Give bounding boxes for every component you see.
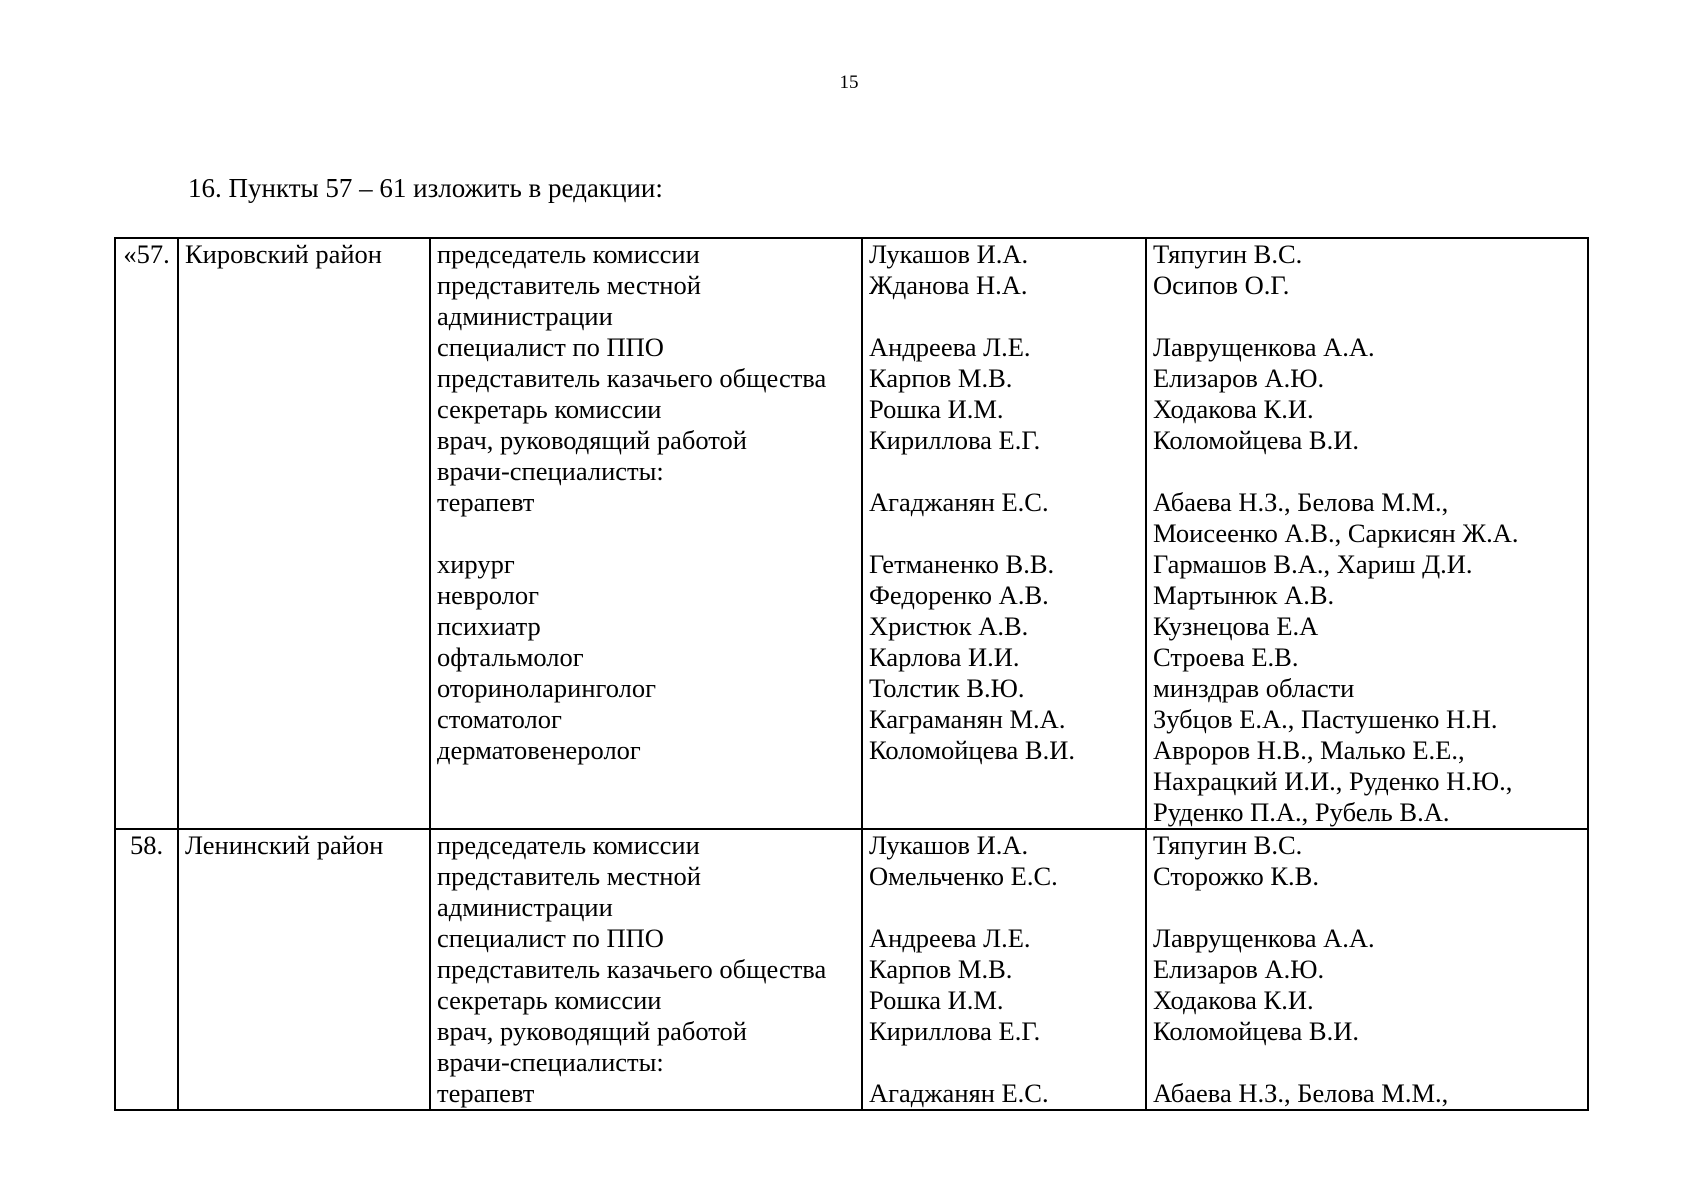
main-member-line: Лукашов И.А. [869,830,1029,860]
role-line: председатель комиссии [437,239,700,269]
reserve-cell [1146,238,1588,829]
reserve-member-line: Лаврущенкова А.А. [1153,923,1375,953]
main-member-line [869,1047,1139,1078]
reserve-member-line: Зубцов Е.А., Пастушенко Н.Н. [1153,704,1498,734]
main-member-line: Федоренко А.В. [869,580,1049,610]
main-member-line: Каграманян М.А. [869,704,1066,734]
reserve-member-line: Ходакова К.И. [1153,985,1314,1015]
roles-cell [430,829,862,1110]
district-name: Ленинский район [178,829,430,1110]
main-cell [862,829,1146,1110]
role-line: хирург [437,549,515,579]
role-line: врач, руководящий работой [437,425,747,455]
role-line: представитель казачьего общества [437,363,827,393]
reserve-member-line: минздрав области [1153,673,1355,703]
reserve-member-line: Авроров Н.В., Малько Е.Е., [1153,735,1465,765]
main-member-line: Жданова Н.А. [869,270,1028,300]
item-number: 58. [115,829,178,1110]
role-line: администрации [437,301,613,331]
main-member-line: Андреева Л.Е. [869,923,1031,953]
reserve-member-line: Моисеенко А.В., Саркисян Ж.А. [1153,518,1519,548]
table-row [115,829,1588,1110]
role-line: представитель казачьего общества [437,954,827,984]
role-line: специалист по ППО [437,332,664,362]
role-line: дерматовенеролог [437,735,641,765]
role-line [437,518,855,549]
role-line: секретарь комиссии [437,394,662,424]
role-line: терапевт [437,1078,535,1108]
main-member-line [869,518,1139,549]
main-member-line: Рошка И.М. [869,985,1004,1015]
role-line: представитель местной [437,861,701,891]
table-body [115,238,1588,1110]
reserve-member-line: Лаврущенкова А.А. [1153,332,1375,362]
reserve-member-line: Абаева Н.З., Белова М.М., [1153,487,1449,517]
reserve-member-line [1153,1047,1581,1078]
role-line: специалист по ППО [437,923,664,953]
district-name: Кировский район [178,238,430,829]
reserve-member-line: Руденко П.А., Рубель В.А. [1153,797,1450,827]
role-line [437,766,855,797]
main-member-line [869,456,1139,487]
main-member-line: Гетманенко В.В. [869,549,1055,579]
table-row [115,238,1588,829]
main-member-line: Карпов М.В. [869,954,1013,984]
role-line: администрации [437,892,613,922]
reserve-member-line: Елизаров А.Ю. [1153,954,1325,984]
roles-cell [430,238,862,829]
commission-table [114,237,1589,1111]
role-line: врачи-специалисты: [437,456,664,486]
main-member-line: Лукашов И.А. [869,239,1029,269]
reserve-member-line: Нахрацкий И.И., Руденко Н.Ю., [1153,766,1513,796]
main-member-line [869,797,1139,828]
reserve-member-line: Кузнецова Е.А [1153,611,1319,641]
main-member-line: Христюк А.В. [869,611,1029,641]
main-member-line: Карлова И.И. [869,642,1020,672]
main-member-line: Рошка И.М. [869,394,1004,424]
main-member-line: Коломойцева В.И. [869,735,1075,765]
main-member-line: Кириллова Е.Г. [869,425,1041,455]
role-line: секретарь комиссии [437,985,662,1015]
reserve-member-line: Ходакова К.И. [1153,394,1314,424]
main-member-line: Карпов М.В. [869,363,1013,393]
main-member-line: Агаджанян Е.С. [869,487,1049,517]
reserve-member-line: Строева Е.В. [1153,642,1299,672]
reserve-member-line: Сторожко К.В. [1153,861,1319,891]
role-line [437,797,855,828]
main-member-line: Толстик В.Ю. [869,673,1025,703]
reserve-member-line: Тяпугин В.С. [1153,830,1303,860]
reserve-member-line: Елизаров А.Ю. [1153,363,1325,393]
main-member-line [869,766,1139,797]
reserve-member-line: Тяпугин В.С. [1153,239,1303,269]
reserve-member-line [1153,456,1581,487]
role-line: врач, руководящий работой [437,1016,747,1046]
main-member-line: Андреева Л.Е. [869,332,1031,362]
main-member-line [869,892,1139,923]
intro-paragraph: 16. Пункты 57 – 61 изложить в редакции: [188,173,663,203]
role-line: представитель местной [437,270,701,300]
reserve-member-line [1153,301,1581,332]
reserve-member-line: Гармашов В.А., Хариш Д.И. [1153,549,1473,579]
page-number: 15 [839,72,859,93]
reserve-member-line [1153,892,1581,923]
reserve-member-line: Осипов О.Г. [1153,270,1290,300]
main-member-line: Агаджанян Е.С. [869,1078,1049,1108]
role-line: председатель комиссии [437,830,700,860]
reserve-cell [1146,829,1588,1110]
role-line: стоматолог [437,704,562,734]
role-line: врачи-специалисты: [437,1047,664,1077]
main-member-line: Кириллова Е.Г. [869,1016,1041,1046]
role-line: офтальмолог [437,642,584,672]
role-line: оториноларинголог [437,673,656,703]
role-line: психиатр [437,611,541,641]
main-member-line [869,301,1139,332]
role-line: невролог [437,580,539,610]
reserve-member-line: Коломойцева В.И. [1153,1016,1359,1046]
reserve-member-line: Мартынюк А.В. [1153,580,1335,610]
role-line: терапевт [437,487,535,517]
item-number: «57. [115,238,178,829]
main-member-line: Омельченко Е.С. [869,861,1058,891]
reserve-member-line: Коломойцева В.И. [1153,425,1359,455]
main-cell [862,238,1146,829]
reserve-member-line: Абаева Н.З., Белова М.М., [1153,1078,1449,1108]
